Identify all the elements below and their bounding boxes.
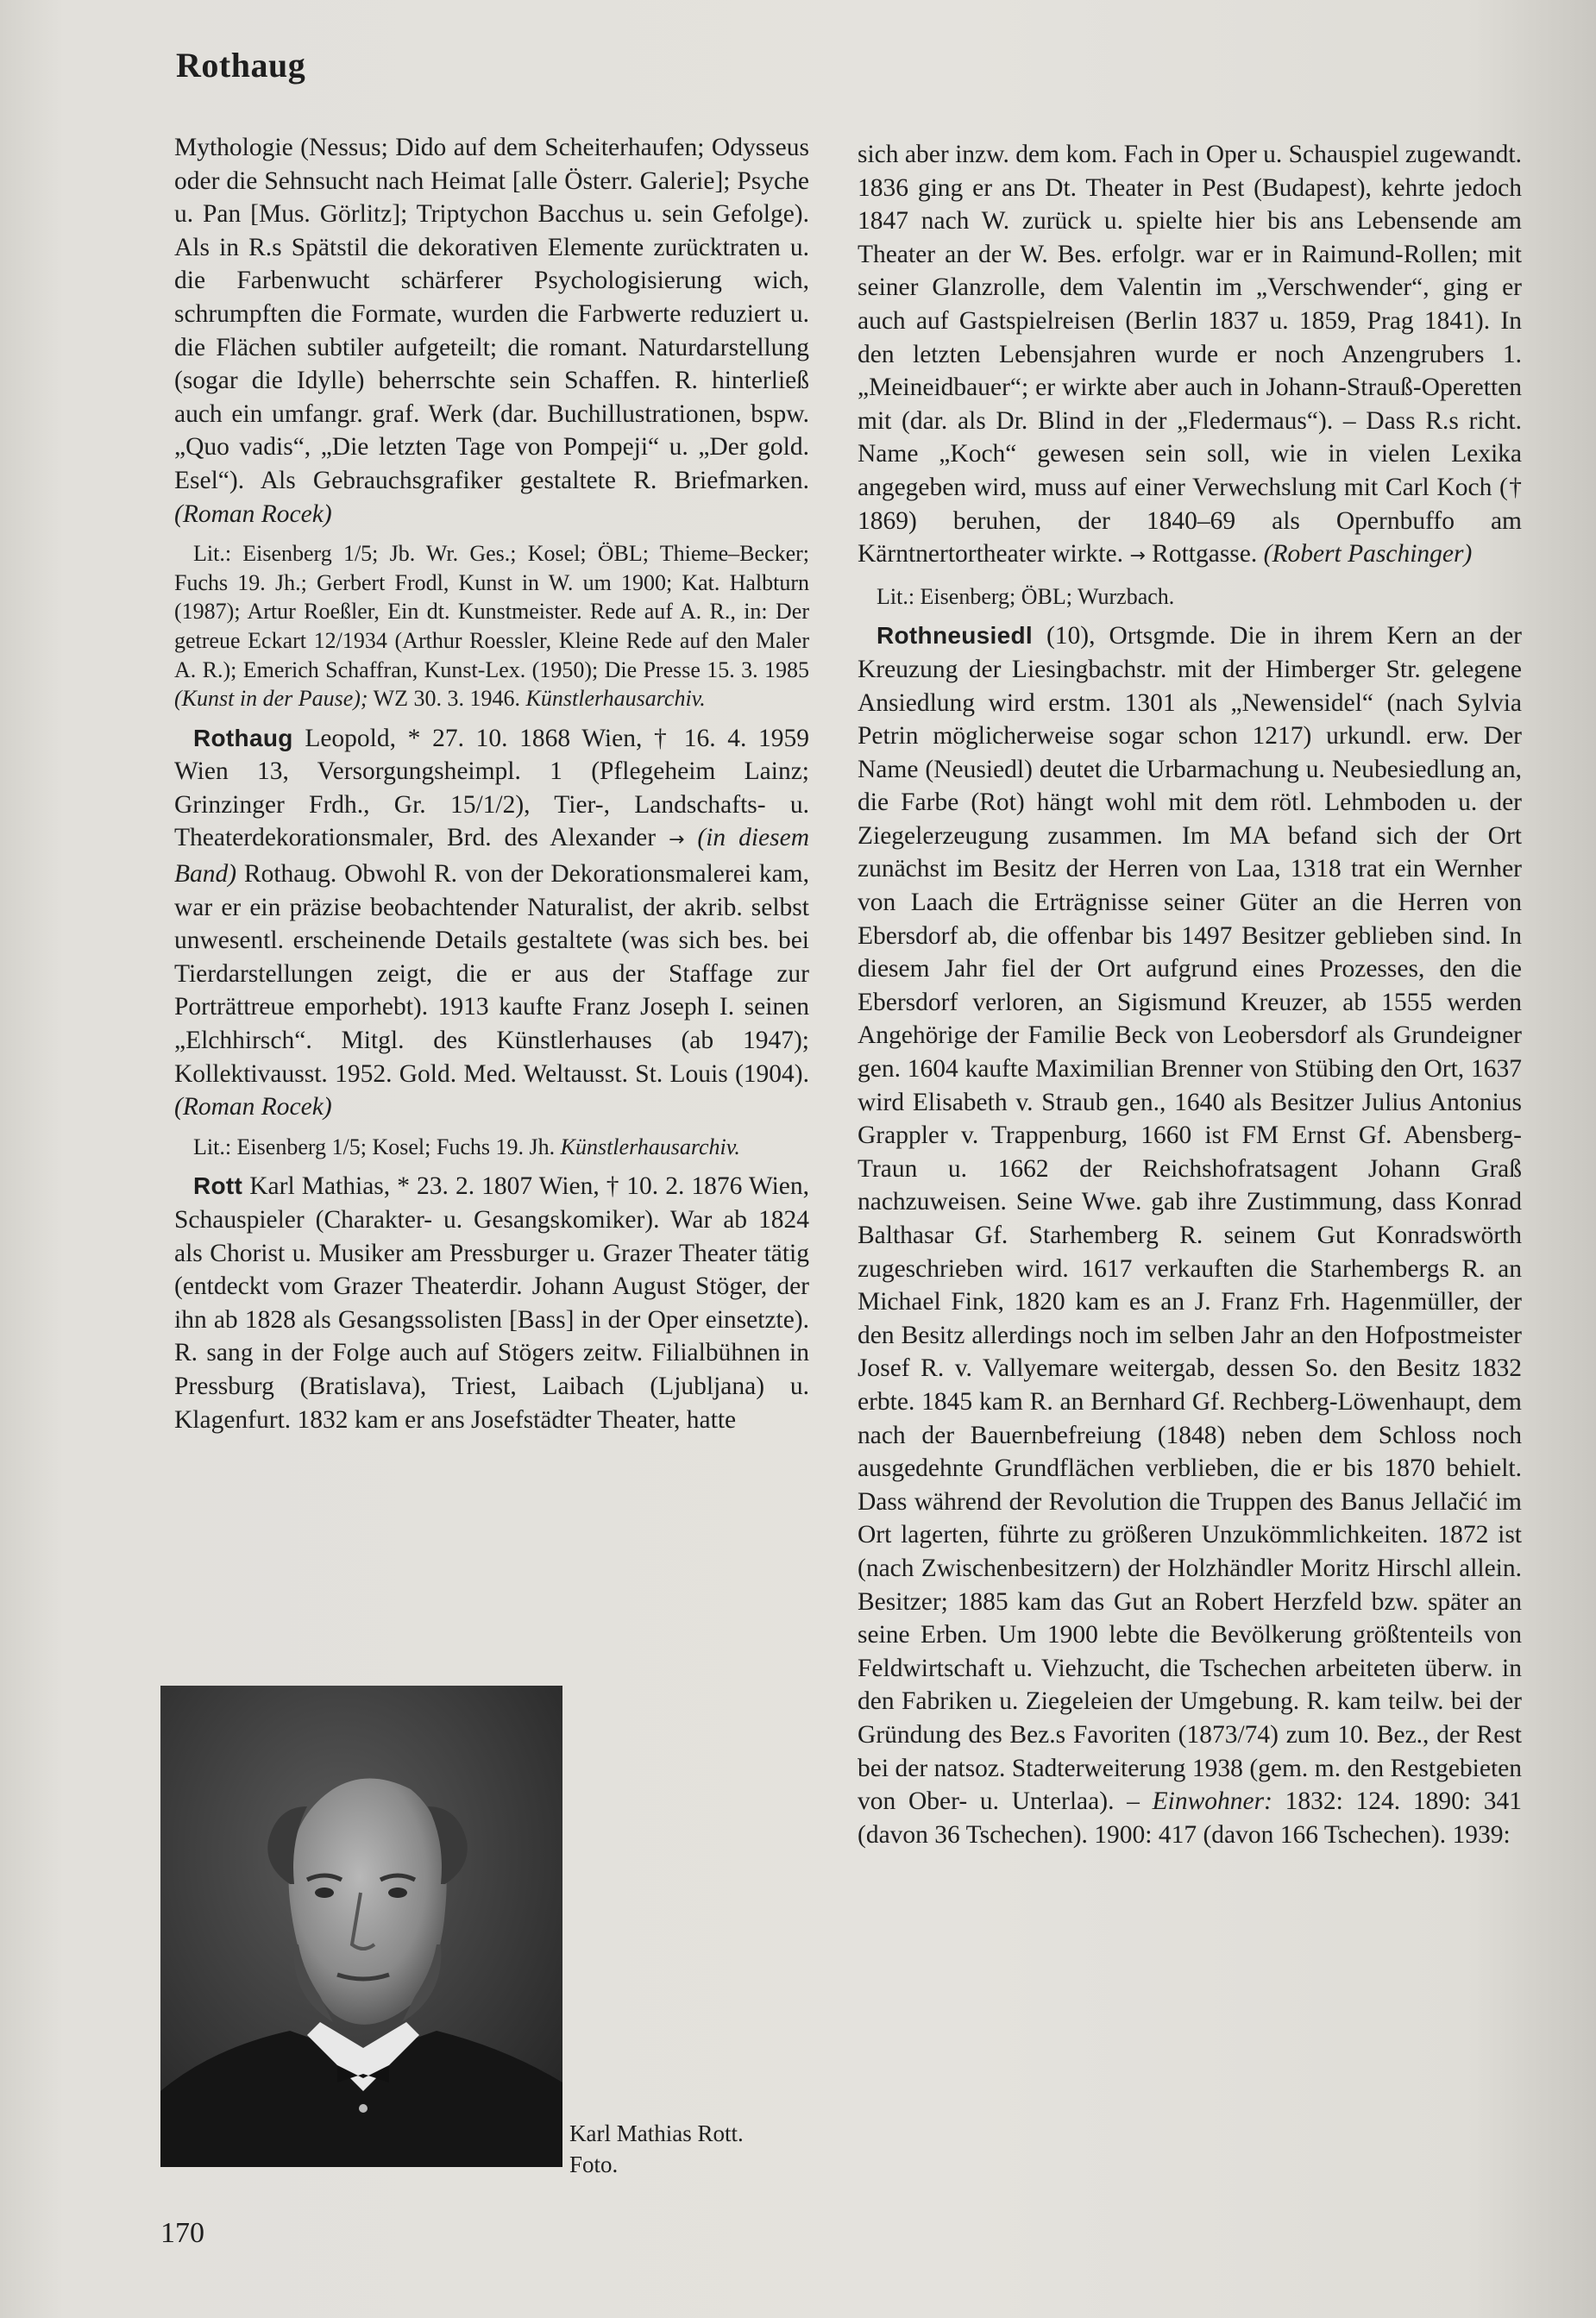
literature-source: (Kunst in der Pause); (174, 686, 368, 712)
right-column (858, 138, 1522, 1851)
entry-body-text: Mythologie (Nessus; Dido auf dem Scheiterhaufen; Odysseus oder die Sehnsucht nach Heimat [alle Österr. Galerie]; Psyche u. Pan [Mus. Görlitz]; Triptychon Bacchus u. sein Gefolge). Als in R.s Spätstil die dekorativen Elemente zurücktraten u. die Farbenwucht schärferer Psychologisierung wich, schrumpften die Formate, wurden die Farbwerte reduziert u. die Flächen subtiler aufgeteilt; die romant. Naturdarstellung (sogar die Idylle) beherrschte sein Schaffen. R. hinterließ auch ein umfangr. graf. Werk (dar. Buchillustrationen, bspw. „Quo vadis“, „Die letzten Tage von Pompeji“ u. „Der gold. Esel“). Als Gebrauchsgrafiker gestaltete R. Briefmarken. (174, 134, 809, 494)
entry-rott (174, 1170, 809, 1436)
literature-note (858, 582, 1522, 612)
headword: Rott (193, 1172, 243, 1200)
portrait-photo (160, 1686, 562, 2167)
literature-text: Lit.: Eisenberg; ÖBL; Wurzbach. (877, 583, 1175, 609)
literature-source: Künstlerhausarchiv. (560, 1134, 740, 1159)
literature-note (174, 539, 809, 713)
cross-reference-arrow-icon: → (1129, 545, 1146, 568)
entry-rott-continuation (858, 138, 1522, 574)
literature-note (174, 1133, 809, 1162)
portrait-figure (160, 1686, 562, 2167)
caption-title: Karl Mathias Rott. (569, 2120, 744, 2146)
entry-body-text: Leopold, * 27. 10. 1868 Wien, † 16. 4. 1959 Wien 13, Versorgungsheimpl. 1 (Pflegeheim Lainz; Grinzinger Frdh., Gr. 15/1/2), Tier-, Landschafts- u. Theaterdekorationsmaler, Brd. des Alexander (174, 724, 810, 852)
entry-rothneusiedl (858, 619, 1522, 1851)
headword: Rothaug (193, 724, 293, 751)
author-credit: (Robert Paschinger) (1263, 540, 1473, 569)
entry-body-text: 1832: 124. 1890: 341 (davon 36 Tschechen). 1900: 417 (davon 166 Tschechen). 1939: (858, 1787, 1522, 1849)
cross-reference: (in diesem Band) (174, 824, 810, 889)
entry-rothaug-leopold (174, 722, 809, 1124)
author-credit: (Roman Rocek) (174, 1093, 332, 1121)
entry-body-text: (10), Ortsgmde. Die in ihrem Kern an der Kreuzung der Liesingbachstr. mit der Himberger Str. gelegene Ansiedlung wird erstm. 1301 als „Newensidel“ (nach Sylvia Petrin möglicherweise sogar schon 1217) urkundl. erw. Der Name (Neusiedl) deutet die Urbarmachung u. Neubesiedlung an, die Farbe (Rot) hängt wohl mit dem rötl. Lehmboden u. der Ziegelerzeugung zusammen. Im MA befand sich der Ort zunächst im Besitz der Herren von Laa, 1318 trat ein Wernher von Laach die Erträgnisse seiner Güter an die Herren von Ebersdorf ab, die offenbar bis 1497 Besitzer geblieben sind. In diesem Jahr fiel der Ort aufgrund eines Prozesses, den die Ebersdorf verloren, an Sigismund Kreuzer, ab 1555 werden Angehörige der Familie Beck von Leobersdorf als Grundeigner gen. 1604 kaufte Maximilian Brenner von Stübing den Ort, 1637 wird Elisabeth v. Straub gen., 1640 als Besitzer Julius Antonius Grappler v. Trappenburg, 1660 ist FM Ernst Gf. Abensberg-Traun u. 1662 der Reichshofratsagent Johann Graß nachzuweisen. Seine Wwe. gab ihre Zustimmung, dass Konrad Balthasar Gf. Starhemberg R. seinem Gut Konradswörth zugeschrieben wird. 1617 verkauften die Starhembergs R. an Michael Fink, 1820 kam es an J. Franz Frh. Hagenmüller, der den Besitz allerdings noch im selben Jahr an den Hofpostmeister Josef R. v. Vallyemare weitergab, dessen So. den Besitz 1832 erbte. 1845 kam R. an Bernhard Gf. Rechberg-Löwenhaupt, dem nach der Bauernbefreiung (1848) neben dem Schloss noch ausgedehnte Grundflächen verblieben, die er bis 1870 behielt. Dass während der Revolution die Truppen des Banus Jellačić im Ort lagerten, führte zu größeren Unzukömmlichkeiten. 1872 ist (nach Zwischenbesitzern) der Holzhändler Moritz Hirschl allein. Besitzer; 1885 kam das Gut an Robert Herzfeld bzw. später an seine Erben. Um 1900 lebte die Bevölkerung größtenteils von Feldwirtschaft u. Viehzucht, die Tschechen arbeiteten überw. in den Fabriken u. Ziegeleien der Umgebung. R. kam teilw. bei der Gründung des Bez.s Favoriten (1873/74) zum 10. Bez., der Rest bei der natsoz. Stadterweiterung 1938 (gem. m. den Restgebieten von Ober- u. Unterlaa). – (858, 622, 1522, 1816)
entry-rothaug-alexander-continuation (174, 131, 809, 531)
cross-reference: Rottgasse. (1152, 540, 1258, 569)
literature-text: Lit.: Eisenberg 1/5; Kosel; Fuchs 19. Jh. (193, 1134, 556, 1159)
page-number: 170 (160, 2217, 204, 2249)
literature-source: Künstlerhausarchiv. (525, 686, 706, 712)
caption-source: Foto. (569, 2152, 619, 2177)
author-credit: (Roman Rocek) (174, 499, 332, 528)
entry-body-text: Rothaug. Obwohl R. von der Dekorationsmalerei kam, war er ein präzise beobachtender Naturalist, der akrib. selbst unwesentl. erscheinende Details gestaltete (was sich bes. bei Tierdarstellungen zeigt, die er aus der Staffage zur Porträttreue emporhebt). 1913 kaufte Franz Joseph I. seinen „Elchhirsch“. Mitgl. des Künstlerhauses (ab 1947); Kollektivausst. 1952. Gold. Med. Weltausst. St. Louis (1904). (174, 860, 809, 1088)
left-column (174, 131, 809, 1436)
literature-text: WZ 30. 3. 1946. (373, 686, 521, 712)
entry-body-text: sich aber inzw. dem kom. Fach in Oper u. Schauspiel zugewandt. 1836 ging er ans Dt. Theater in Pest (Budapest), kehrte jedoch 1847 nach W. zurück u. spielte hier bis ans Lebensende am Theater an der W. Bes. erfolgr. war er in Raimund-Rollen; mit seiner Glanzrolle, dem Valentin im „Verschwender“, ging er auch auf Gastspielreisen (Berlin 1837 u. 1859, Prag 1841). In den letzten Lebensjahren wurde er noch Anzengrubers 1. „Meineidbauer“; er wirkte aber auch in Johann-Strauß-Operetten mit (dar. als Dr. Blind in der „Fledermaus“). – Dass R.s richt. Name „Koch“ gewesen sein soll, wie in vielen Lexika angegeben wird, muss auf einer Verwechslung mit Carl Koch († 1869) beruhen, der 1840–69 als Opernbuffo am Kärntnertortheater wirkte. (858, 141, 1522, 569)
running-head: Rothaug (176, 46, 306, 85)
section-label: Einwohner: (1152, 1787, 1272, 1816)
headword: Rothneusiedl (877, 622, 1033, 650)
literature-text: Lit.: Eisenberg 1/5; Jb. Wr. Ges.; Kosel; ÖBL; Thieme–Becker; Fuchs 19. Jh.; Gerbert Frodl, Kunst in W. um 1900; Kat. Halbturn (1987); Artur Roeßler, Ein dt. Kunstmeister. Rede auf A. R., in: Der getreue Eckart 12/1934 (Arthur Roessler, Kleine Rede auf den Maler A. R.); Emerich Schaffran, Kunst-Lex. (1950); Die Presse 15. 3. 1985 (174, 541, 809, 682)
entry-body-text: Karl Mathias, * 23. 2. 1807 Wien, † 10. 2. 1876 Wien, Schauspieler (Charakter- u. Gesangskomiker). War ab 1824 als Chorist u. Musiker am Pressburger u. Grazer Theater tätig (entdeckt vom Grazer Theaterdir. Johann August Stöger, der ihn ab 1828 als Gesangssolisten [Bass] in der Oper einsetzte). R. sang in der Folge auch auf Stögers zeitw. Filialbühnen in Pressburg (Bratislava), Triest, Laibach (Ljubljana) u. Klagenfurt. 1832 kam er ans Josefstädter Theater, hatte (174, 1172, 810, 1434)
photo-caption (569, 2118, 794, 2180)
cross-reference-arrow-icon: → (669, 829, 685, 851)
